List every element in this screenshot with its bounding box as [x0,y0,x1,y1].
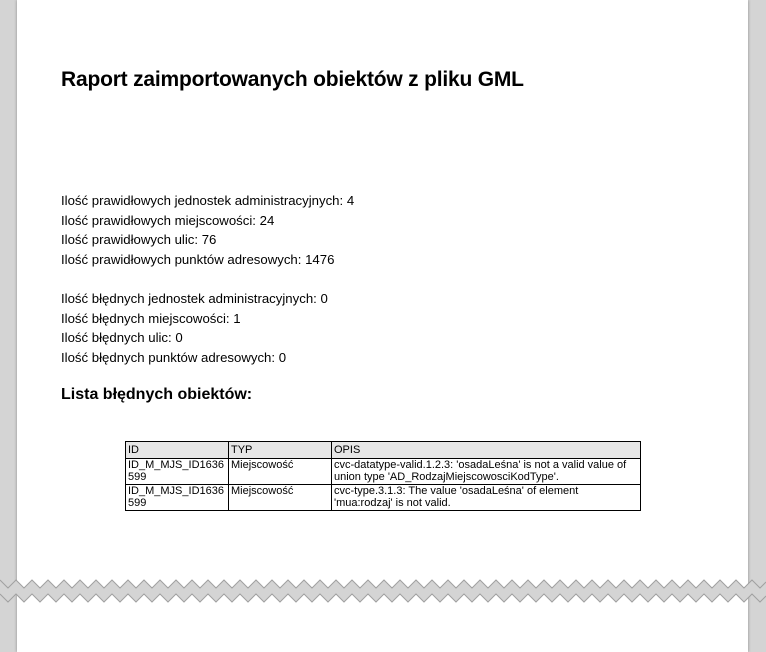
valid-address-points-count: Ilość prawidłowych punktów adresowych: 1476 [61,251,335,267]
invalid-localities-count: Ilość błędnych miejscowości: 1 [61,310,241,326]
column-header-id: ID [126,442,229,459]
column-header-type: TYP [229,442,332,459]
cell-id: ID_M_MJS_ID1636599 [126,459,229,485]
report-title: Raport zaimportowanych obiektów z pliku GML [61,68,524,91]
error-objects-table [125,441,641,511]
valid-streets-count: Ilość prawidłowych ulic: 76 [61,232,217,248]
valid-counts-section [61,191,354,269]
valid-admin-units-count: Ilość prawidłowych jednostek administracyjnych: 4 [61,193,355,208]
valid-localities-count: Ilość prawidłowych miejscowości: 24 [61,212,275,228]
cell-type: Miejscowość [229,485,332,511]
invalid-admin-units-count: Ilość błędnych jednostek administracyjnych: 0 [61,291,328,306]
report-page [17,0,748,652]
invalid-streets-count: Ilość błędnych ulic: 0 [61,330,183,346]
cell-description: cvc-type.3.1.3: The value 'osadaLeśna' of element 'mua:rodzaj' is not valid. [332,485,641,511]
page-break-torn-edge [0,574,766,604]
error-list-title: Lista błędnych obiektów: [61,386,253,403]
invalid-address-points-count: Ilość błędnych punktów adresowych: 0 [61,349,287,365]
cell-type: Miejscowość [229,459,332,485]
column-header-description: OPIS [332,442,641,459]
table-row [126,459,641,485]
invalid-counts-section [61,289,328,367]
cell-description: cvc-datatype-valid.1.2.3: 'osadaLeśna' is not a valid value of union type 'AD_RodzajMiejscowosciKodType'. [332,459,641,485]
table-row [126,485,641,511]
cell-id: ID_M_MJS_ID1636599 [126,485,229,511]
table-header-row [126,442,641,459]
